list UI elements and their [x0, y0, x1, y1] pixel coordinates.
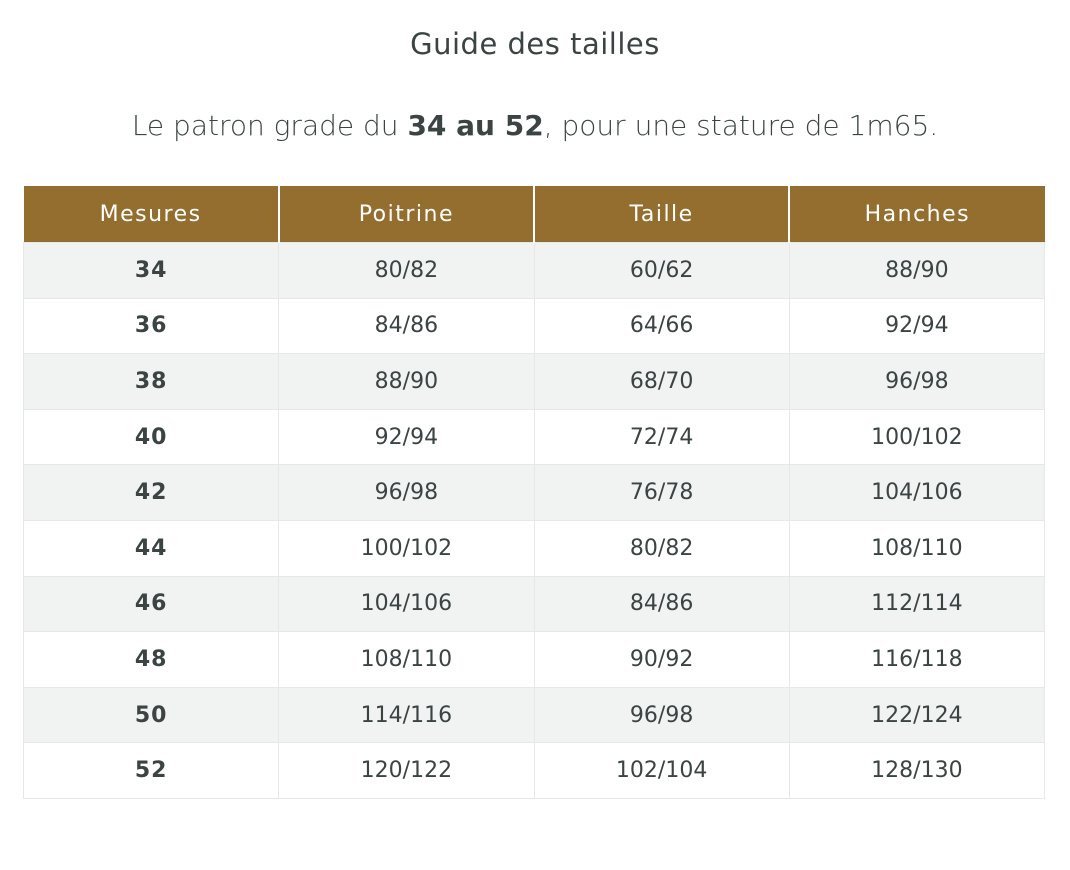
taille-cell: 72/74 — [534, 409, 789, 465]
poitrine-cell: 84/86 — [279, 298, 534, 354]
hanches-cell: 128/130 — [789, 743, 1044, 799]
taille-cell: 90/92 — [534, 632, 789, 688]
size-cell: 48 — [24, 632, 279, 688]
hanches-cell: 96/98 — [789, 354, 1044, 410]
intro-text-start: Le patron grade du — [131, 109, 408, 142]
size-cell: 40 — [24, 409, 279, 465]
table-row — [24, 298, 1045, 354]
table-row — [24, 687, 1045, 743]
size-cell: 34 — [24, 243, 279, 299]
table-row — [24, 354, 1045, 410]
header-poitrine: Poitrine — [279, 186, 534, 243]
intro-text — [0, 106, 1070, 146]
hanches-cell: 88/90 — [789, 243, 1044, 299]
table-row — [24, 743, 1045, 799]
intro-size-range: 34 au 52 — [407, 109, 544, 142]
size-cell: 50 — [24, 687, 279, 743]
table-row — [24, 243, 1045, 299]
poitrine-cell: 108/110 — [279, 632, 534, 688]
hanches-cell: 104/106 — [789, 465, 1044, 521]
taille-cell: 68/70 — [534, 354, 789, 410]
intro-text-end: , pour une stature de 1m65. — [543, 109, 939, 142]
page-title: Guide des tailles — [410, 27, 660, 61]
poitrine-cell: 104/106 — [279, 576, 534, 632]
taille-cell: 80/82 — [534, 520, 789, 576]
poitrine-cell: 80/82 — [279, 243, 534, 299]
hanches-cell: 116/118 — [789, 632, 1044, 688]
header-taille: Taille — [534, 186, 789, 243]
hanches-cell: 108/110 — [789, 520, 1044, 576]
poitrine-cell: 100/102 — [279, 520, 534, 576]
table-row — [24, 576, 1045, 632]
poitrine-cell: 92/94 — [279, 409, 534, 465]
size-cell: 42 — [24, 465, 279, 521]
hanches-cell: 112/114 — [789, 576, 1044, 632]
poitrine-cell: 96/98 — [279, 465, 534, 521]
poitrine-cell: 88/90 — [279, 354, 534, 410]
size-cell: 52 — [24, 743, 279, 799]
table-row — [24, 632, 1045, 688]
table-row — [24, 465, 1045, 521]
table-row — [24, 409, 1045, 465]
poitrine-cell: 114/116 — [279, 687, 534, 743]
size-cell: 44 — [24, 520, 279, 576]
taille-cell: 96/98 — [534, 687, 789, 743]
header-mesures: Mesures — [24, 186, 279, 243]
size-table — [23, 186, 1045, 799]
header-hanches: Hanches — [789, 186, 1044, 243]
size-cell: 36 — [24, 298, 279, 354]
table-row — [24, 520, 1045, 576]
taille-cell: 102/104 — [534, 743, 789, 799]
size-cell: 46 — [24, 576, 279, 632]
table-header-row — [24, 186, 1045, 243]
poitrine-cell: 120/122 — [279, 743, 534, 799]
taille-cell: 60/62 — [534, 243, 789, 299]
taille-cell: 84/86 — [534, 576, 789, 632]
hanches-cell: 122/124 — [789, 687, 1044, 743]
hanches-cell: 100/102 — [789, 409, 1044, 465]
size-cell: 38 — [24, 354, 279, 410]
taille-cell: 64/66 — [534, 298, 789, 354]
taille-cell: 76/78 — [534, 465, 789, 521]
hanches-cell: 92/94 — [789, 298, 1044, 354]
